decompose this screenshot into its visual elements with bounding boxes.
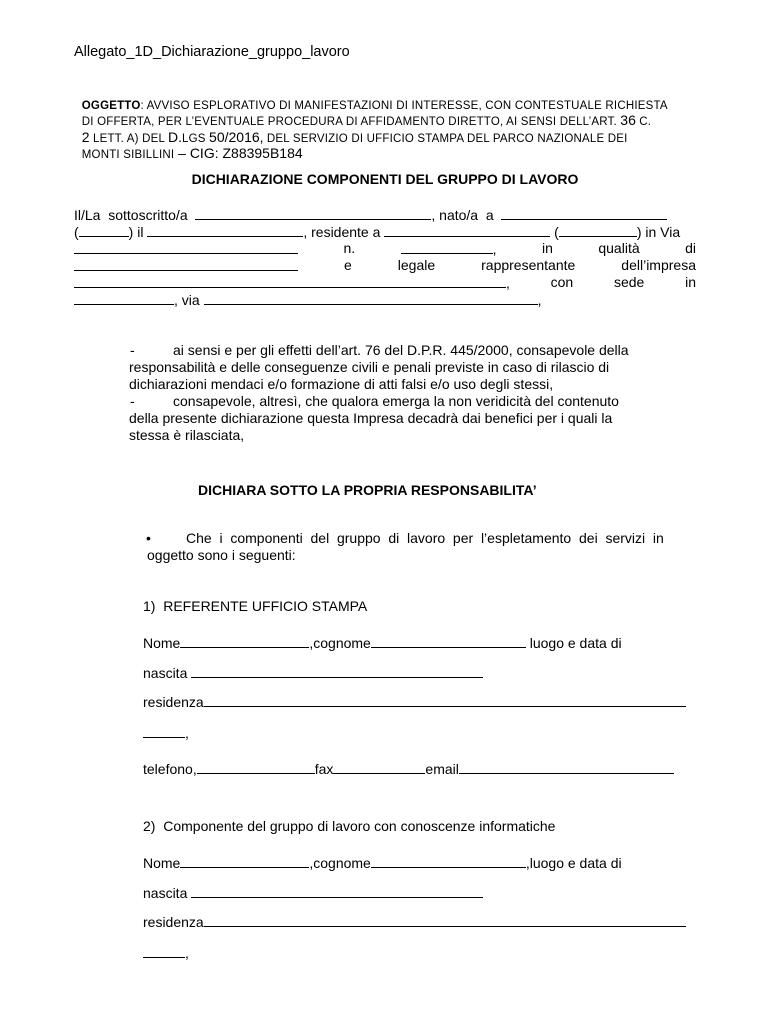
comma: , — [492, 241, 497, 257]
luogo-data-label: ,luogo e data di — [525, 855, 622, 871]
data-nascita-label: ) il — [128, 224, 148, 240]
form-line-6 — [74, 291, 541, 309]
section-1-heading: 1) REFERENTE UFFICIO STAMPA — [143, 598, 368, 614]
comma: , — [185, 725, 189, 741]
nato-label: , nato/a a — [431, 207, 502, 223]
qualita-label: qualità — [598, 240, 640, 256]
residenza-cont-field[interactable] — [143, 944, 185, 958]
oggetto-text-1: : AVVISO ESPLORATIVO DI MANIFESTAZIONI DI INTERESSE, CON CONTESTUALE RICHIESTA — [140, 100, 668, 112]
residenza-field[interactable] — [204, 693, 686, 707]
fax-field[interactable] — [333, 760, 425, 774]
nome-field[interactable] — [180, 854, 309, 868]
cognome-field[interactable] — [371, 854, 526, 868]
nascita-field[interactable] — [191, 664, 483, 678]
section-2-residenza-line — [143, 913, 686, 931]
telefono-label: telefono, — [143, 761, 197, 777]
di-label: di — [685, 240, 696, 256]
section-1-residenza-line — [143, 693, 686, 711]
residente-label: , residente a — [303, 224, 385, 240]
in-label: in — [541, 240, 553, 256]
sede-via-field[interactable] — [204, 291, 538, 305]
via-label: ) in Via — [636, 224, 681, 240]
cognome-label: ,cognome — [309, 635, 371, 651]
form-line-4 — [74, 257, 696, 274]
numero-field[interactable] — [401, 240, 493, 254]
cognome-field[interactable] — [371, 634, 526, 648]
section-1-nome-line — [143, 634, 622, 652]
section-2-nascita-line — [143, 884, 483, 902]
sottoscritto-label: Il/La sottoscritto/a — [74, 207, 196, 223]
document-filename: Allegato_1D_Dichiarazione_gruppo_lavoro — [74, 44, 350, 60]
dichiara-text-1: Che i componenti del gruppo di lavoro per l’espletamento dei servizi in — [186, 530, 664, 546]
numero-group — [401, 240, 497, 258]
residenza-comune-field[interactable] — [384, 223, 550, 237]
oggetto-text-3f: DEL SERVIZIO DI UFFICIO STAMPA DEL PARCO NAZIONALE DEI — [263, 133, 628, 145]
section-2-comma-line — [143, 944, 189, 962]
section-1-contatti-line — [143, 760, 674, 778]
impresa-field[interactable] — [74, 274, 506, 288]
e-label: e — [343, 257, 352, 273]
in-label: in — [685, 274, 696, 290]
comma: , — [506, 275, 510, 291]
email-field[interactable] — [459, 760, 674, 774]
premessa-2-dash: - — [130, 393, 135, 409]
section-1-nascita-line — [143, 664, 483, 682]
telefono-field[interactable] — [197, 760, 315, 774]
luogo-nascita-field[interactable] — [501, 206, 667, 220]
oggetto-label: OGGETTO — [81, 100, 141, 112]
oggetto-text-3a: 2 — [81, 129, 90, 145]
con-label: con — [550, 274, 574, 290]
document-title: DICHIARAZIONE COMPONENTI DEL GRUPPO DI LAVORO — [191, 171, 579, 187]
residenza-label: residenza — [143, 914, 204, 930]
section-2-heading: 2) Componente del gruppo di lavoro con conoscenze informatiche — [143, 818, 556, 834]
comma: , — [537, 292, 542, 308]
premessa-2-text-2: della presente dichiarazione questa Impresa decadrà dai benefici per i quali la — [129, 410, 613, 426]
oggetto-text-4b: – CIG: Z88395B184 — [174, 145, 303, 161]
nome-field[interactable] — [180, 634, 309, 648]
section-2-nome-line — [143, 854, 622, 872]
form-line-1 — [74, 206, 667, 224]
oggetto-text-2a: DI OFFERTA, PER L’EVENTUALE PROCEDURA DI AFFIDAMENTO DIRETTO, AI SENSI DELL’ART. — [81, 116, 621, 128]
nascita-label: nascita — [143, 885, 192, 901]
dichiara-title: DICHIARA SOTTO LA PROPRIA RESPONSABILITA’ — [198, 482, 537, 498]
data-nascita-field[interactable] — [147, 223, 303, 237]
oggetto-text-3e: 50/2016, — [209, 129, 264, 145]
impresa-label: dell’impresa — [621, 257, 696, 273]
premessa-1-text-1: ai sensi e per gli effetti dell’art. 76 del D.P.R. 445/2000, consapevole della — [173, 342, 629, 358]
cognome-label: ,cognome — [309, 855, 371, 871]
paren-open-2: ( — [550, 224, 559, 240]
oggetto-text-3b: LETT. A) DEL — [89, 133, 169, 145]
comma: , — [185, 945, 189, 961]
oggetto-text-2c: C. — [635, 116, 652, 128]
sottoscritto-field[interactable] — [195, 206, 431, 220]
provincia-nascita-field[interactable] — [79, 223, 129, 237]
premessa-2-text-3: stessa è rilasciata, — [129, 427, 245, 443]
nascita-field[interactable] — [191, 884, 483, 898]
premessa-1-text-2: responsabilità e delle conseguenze civili e penali previste in caso di rilascio di — [129, 359, 610, 375]
fax-label: fax — [314, 761, 334, 777]
bullet: • — [146, 530, 151, 546]
via-field[interactable] — [74, 240, 298, 254]
premessa-2-text-1: consapevole, altresì, che qualora emerga la non veridicità del contenuto — [173, 393, 619, 409]
qualita-field[interactable] — [74, 257, 298, 271]
oggetto-text-3d: LGS — [182, 133, 210, 145]
residenza-cont-field[interactable] — [143, 724, 185, 738]
email-label: email — [425, 761, 459, 777]
rappresentante-label: rappresentante — [481, 257, 576, 273]
oggetto-text-3c: D. — [168, 129, 183, 145]
numero-label: n. — [343, 240, 356, 256]
form-line-5 — [74, 274, 696, 292]
dichiara-text-2: oggetto sono i seguenti: — [147, 547, 296, 563]
oggetto-text-2b: 36 — [620, 112, 636, 128]
sede-label: sede — [613, 274, 645, 290]
luogo-data-label: luogo e data di — [525, 635, 622, 651]
paren-open: ( — [74, 224, 79, 240]
premessa-1-text-3: dichiarazioni mendaci e/o formazione di atti falsi e/o uso degli stessi, — [129, 376, 554, 392]
dash: - — [130, 342, 135, 358]
sede-comune-field[interactable] — [74, 291, 174, 305]
sede-via-label: , via — [174, 292, 204, 308]
premessa-1-line-1 — [130, 342, 135, 359]
form-line-2 — [74, 223, 680, 241]
impresa-group — [74, 274, 510, 292]
form-line-3 — [74, 240, 696, 258]
nascita-label: nascita — [143, 665, 192, 681]
nome-label: Nome — [143, 635, 181, 651]
residenza-provincia-field[interactable] — [559, 223, 637, 237]
oggetto-line-4 — [74, 128, 303, 164]
section-1-comma-line — [143, 724, 189, 742]
residenza-field[interactable] — [204, 913, 686, 927]
nome-label: Nome — [143, 855, 181, 871]
residenza-label: residenza — [143, 694, 204, 710]
legale-label: legale — [397, 257, 436, 273]
oggetto-text-4a: MONTI SIBILLINI — [81, 149, 175, 161]
